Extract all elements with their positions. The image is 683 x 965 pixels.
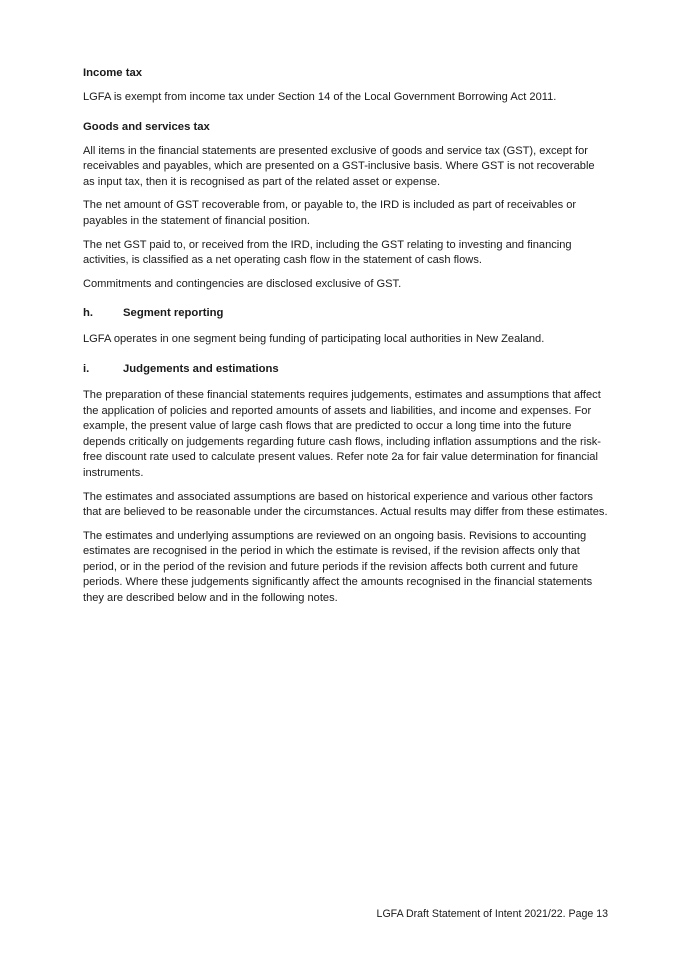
section-number: i. [83,362,90,375]
section-number: h. [83,307,94,320]
paragraph: All items in the financial statements are presented exclusive of goods and service tax (GST), except for receivables and payables, which are presented on a GST-inclusive basis. Where GST is not recoverable as input tax, then it is recognised as part of the related asset or expense. [83,144,595,188]
paragraph: The net GST paid to, or received from the IRD, including the GST relating to investing and financing activities, is classified as a net operating cash flow in the statement of cash flows. [83,238,572,267]
heading-income-tax: Income tax [83,67,143,79]
heading-gst: Goods and services tax [83,120,210,133]
paragraph: The estimates and underlying assumptions are reviewed on an ongoing basis. Revisions to accounting estimates are recognised in the period in which the estimate is revised, if the revision affects only that period, or in the period of the revision and future periods if the revision affects both current and future periods. Where these judgements significantly affect the amounts recognised in the financial statements they are described below and in the following notes. [83,529,593,605]
paragraph: Commitments and contingencies are disclosed exclusive of GST. [83,277,402,290]
section-title: Judgements and estimations [123,362,279,375]
paragraph: LGFA operates in one segment being funding of participating local authorities in New Zealand. [83,333,545,346]
heading-segment-reporting [83,306,608,321]
paragraph: The estimates and associated assumptions are based on historical experience and various other factors that are believed to be reasonable under the circumstances. Actual results may differ from these estimates. [83,490,608,519]
paragraph: The net amount of GST recoverable from, or payable to, the IRD is included as part of receivables or payables in the statement of financial position. [83,199,577,227]
paragraph: The preparation of these financial statements requires judgements, estimates and assumptions that affect the application of policies and reported amounts of assets and liabilities, and income and expenses. For example, the present value of large cash flows that are predicted to occur a long time into the future depends critically on judgements regarding future cash flows, including inflation assumptions and the risk-free discount rate used to calculate present values. Refer note 2a for fair value determination for financial instruments. [83,388,601,479]
paragraph: LGFA is exempt from income tax under Section 14 of the Local Government Borrowing Act 2011. [83,91,557,103]
section-title: Segment reporting [123,307,224,320]
heading-judgements [83,362,608,377]
document-page [83,66,608,607]
page-footer: LGFA Draft Statement of Intent 2021/22. Page 13 [376,908,608,920]
